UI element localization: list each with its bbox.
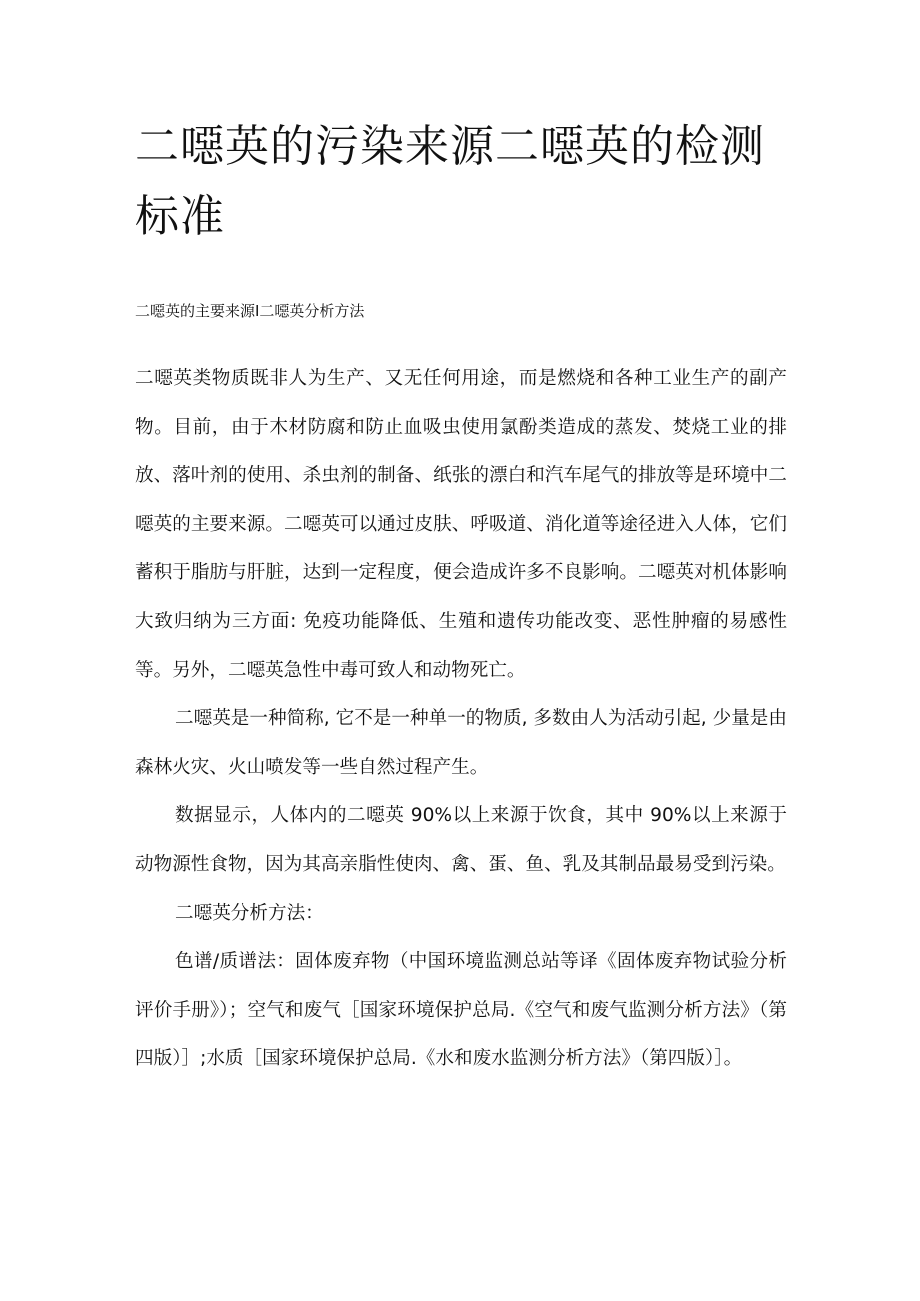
document-subtitle: 二噁英的主要来源Ⅰ二噁英分析方法: [135, 302, 365, 320]
document-body: [135, 355, 787, 1084]
paragraph-sources: 二噁英类物质既非人为生产、又无任何用途，而是燃烧和各种工业生产的副产物。目前，由于木材防腐和防止血吸虫使用氯酚类造成的蒸发、焚烧工业的排放、落叶剂的使用、杀虫剂的制备、纸张的漂白和汽车尾气的排放等是环境中二噁英的主要来源。二噁英可以通过皮肤、呼吸道、消化道等途径进入人体，它们蓄积于脂肪与肝脏，达到一定程度，便会造成许多不良影响。二噁英对机体影响大致归纳为三方面: 免疫功能降低、生殖和遗传功能改变、恶性肿瘤的易感性等。另外，二噁英急性中毒可致人和动物死亡。: [135, 368, 787, 681]
document-title: 二噁英的污染来源二噁英的检测标准: [135, 121, 765, 242]
paragraph-methods-heading: 二噁英分析方法：: [175, 902, 324, 924]
paragraph-definition: 二噁英是一种简称, 它不是一种单一的物质, 多数由人为活动引起, 少量是由森林火灾、火山喷发等一些自然过程产生。: [135, 708, 787, 778]
paragraph-methods-detail: 色谱/质谱法：固体废弃物（中国环境监测总站等译《固体废弃物试验分析评价手册》）；空气和废气［国家环境保护总局.《空气和废气监测分析方法》（第四版）］;水质［国家环境保护总局.《水和废水监测分析方法》（第四版）］。: [135, 951, 787, 1070]
paragraph-diet-data: 数据显示，人体内的二噁英 90%以上来源于饮食，其中 90%以上来源于动物源性食物，因为其高亲脂性使肉、禽、蛋、鱼、乳及其制品最易受到污染。: [135, 805, 787, 875]
